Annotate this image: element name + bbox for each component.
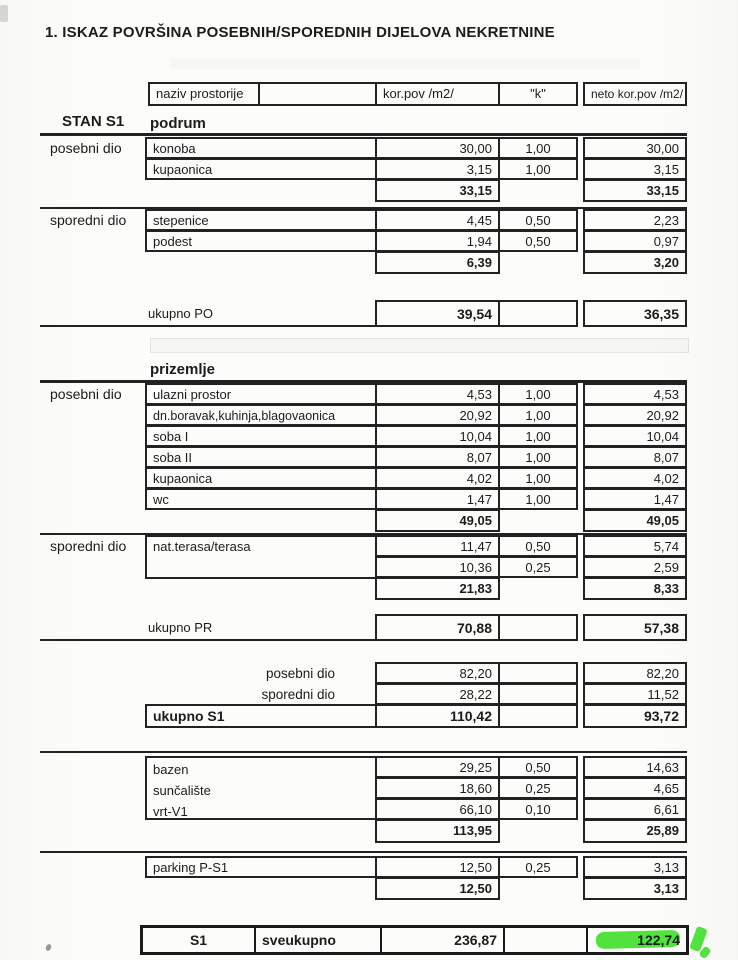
grand-total-neto-value: 122,74 <box>637 932 680 948</box>
kor-pov-cell: 1,47 <box>375 488 500 510</box>
k-coeff-cell: 0,10 <box>498 798 578 820</box>
section-divider-line <box>40 133 687 136</box>
kor-pov-cell: 12,50 <box>375 856 500 878</box>
grand-total-label-cell: sveukupno <box>254 928 380 952</box>
ukupno-po-kor-cell: 39,54 <box>375 300 500 327</box>
group-label-sporedni-dio: sporedni dio <box>50 538 127 554</box>
group-label-posebni-dio: posebni dio <box>50 140 122 156</box>
k-coeff-cell: 1,00 <box>498 467 578 489</box>
subtotal-kor-cell: 21,83 <box>375 577 500 600</box>
neto-cell: 3,13 <box>583 856 687 878</box>
stan-label: STAN S1 <box>62 113 125 130</box>
k-coeff-cell: 0,25 <box>498 856 578 878</box>
room-name-line: vrt-V1 <box>153 804 188 819</box>
room-name-cell: kupaonica <box>145 158 377 180</box>
grand-total-unit-cell: S1 <box>189 932 208 948</box>
k-coeff-cell: 0,50 <box>498 535 578 557</box>
kor-pov-cell: 20,92 <box>375 404 500 426</box>
room-name-line: sunčalište <box>153 783 211 798</box>
ukupno-po-neto-cell: 36,35 <box>583 300 687 327</box>
k-coeff-cell: 0,50 <box>498 230 578 252</box>
subtotal-neto-cell: 3,20 <box>583 251 687 274</box>
k-coeff-cell: 0,25 <box>498 777 578 799</box>
neto-cell: 14,63 <box>583 756 687 778</box>
subtotal-kor-cell: 113,95 <box>375 819 500 843</box>
scan-bleedthrough <box>170 58 640 69</box>
summary-neto-cell: 11,52 <box>583 683 687 705</box>
neto-cell: 4,65 <box>583 777 687 799</box>
ukupno-s1-neto-cell: 93,72 <box>583 704 687 728</box>
neto-cell: 8,07 <box>583 446 687 468</box>
k-coeff-cell: 0,50 <box>498 756 578 778</box>
subtotal-neto-cell: 33,15 <box>583 179 687 202</box>
neto-cell: 4,53 <box>583 383 687 405</box>
subtotal-neto-cell: 8,33 <box>583 577 687 600</box>
floor-label-podrum: podrum <box>150 115 206 132</box>
ukupno-pr-label: ukupno PR <box>148 620 213 635</box>
subtotal-neto-cell: 49,05 <box>583 509 687 532</box>
k-coeff-cell: 1,00 <box>498 158 578 180</box>
room-name-cell: ulazni prostor <box>145 383 377 405</box>
kor-pov-cell: 30,00 <box>375 137 500 159</box>
subtotal-kor-cell: 49,05 <box>375 509 500 532</box>
ukupno-s1-label-cell: ukupno S1 <box>145 704 377 728</box>
k-coeff-cell: 1,00 <box>498 425 578 447</box>
header-kor-pov: kor.pov /m2/ <box>375 82 500 106</box>
ukupno-underline <box>40 325 377 327</box>
summary-k-cell <box>498 683 578 705</box>
grand-total-k-cell <box>503 928 586 952</box>
k-coeff-cell: 1,00 <box>498 137 578 159</box>
kor-pov-cell: 4,53 <box>375 383 500 405</box>
k-coeff-cell: 1,00 <box>498 446 578 468</box>
room-name-cell: podest <box>145 230 377 252</box>
neto-cell: 3,15 <box>583 158 687 180</box>
room-name-cell: kupaonica <box>145 467 377 489</box>
grand-total-row <box>140 925 689 955</box>
room-name-cell: soba I <box>145 425 377 447</box>
room-name-line: bazen <box>153 762 189 777</box>
k-coeff-cell: 1,00 <box>498 488 578 510</box>
summary-k-cell <box>498 662 578 684</box>
ukupno-po-label: ukupno PO <box>148 306 214 321</box>
scan-bleedthrough-row <box>150 338 689 353</box>
room-name-multicell <box>145 756 377 820</box>
kor-pov-cell: 1,94 <box>375 230 500 252</box>
kor-pov-cell: 10,36 <box>375 556 500 578</box>
kor-pov-cell: 8,07 <box>375 446 500 468</box>
ukupno-po-k-cell <box>498 300 578 327</box>
grand-total-neto-cell <box>586 928 686 952</box>
room-name-cell: parking P-S1 <box>145 856 377 878</box>
group-divider-line <box>40 751 687 753</box>
k-coeff-cell: 1,00 <box>498 383 578 405</box>
neto-cell: 0,97 <box>583 230 687 252</box>
neto-cell: 1,47 <box>583 488 687 510</box>
kor-pov-cell: 10,04 <box>375 425 500 447</box>
subtotal-kor-cell: 6,39 <box>375 251 500 274</box>
header-neto-kor-pov: neto kor.pov /m2/ <box>583 82 687 106</box>
kor-pov-cell: 18,60 <box>375 777 500 799</box>
subtotal-kor-cell: 12,50 <box>375 877 500 900</box>
summary-row-label: sporedni dio <box>261 687 335 702</box>
group-label-sporedni-dio: sporedni dio <box>50 212 127 228</box>
neto-cell: 20,92 <box>583 404 687 426</box>
kor-pov-cell: 4,45 <box>375 209 500 231</box>
scan-speck <box>45 943 52 951</box>
summary-neto-cell: 82,20 <box>583 662 687 684</box>
ukupno-pr-kor-cell: 70,88 <box>375 614 500 641</box>
neto-cell: 4,02 <box>583 467 687 489</box>
k-coeff-cell: 0,50 <box>498 209 578 231</box>
neto-cell: 2,23 <box>583 209 687 231</box>
subtotal-neto-cell: 25,89 <box>583 819 687 843</box>
group-divider-line <box>40 851 687 853</box>
ukupno-underline <box>40 639 377 641</box>
ukupno-s1-k-cell <box>498 704 578 728</box>
header-naziv-prostorije: naziv prostorije <box>148 82 260 106</box>
subtotal-neto-cell: 3,13 <box>583 877 687 900</box>
room-name-cell: nat.terasa/terasa <box>145 535 377 579</box>
room-name-cell: dn.boravak,kuhinja,blagovaonica <box>145 404 377 426</box>
ukupno-s1-kor-cell: 110,42 <box>375 704 500 728</box>
kor-pov-cell: 66,10 <box>375 798 500 820</box>
ukupno-pr-k-cell <box>498 614 578 641</box>
room-name-cell: konoba <box>145 137 377 159</box>
summary-row-label: posebni dio <box>265 666 335 681</box>
room-name-cell: wc <box>145 488 377 510</box>
room-name-cell: soba II <box>145 446 377 468</box>
room-name-cell: stepenice <box>145 209 377 231</box>
subtotal-kor-cell: 33,15 <box>375 179 500 202</box>
summary-kor-cell: 82,20 <box>375 662 500 684</box>
header-empty-cell <box>258 82 377 106</box>
floor-label-prizemlje: prizemlje <box>150 361 216 378</box>
kor-pov-cell: 11,47 <box>375 535 500 557</box>
neto-cell: 30,00 <box>583 137 687 159</box>
header-k-coeff: "k" <box>498 82 578 106</box>
k-coeff-cell: 1,00 <box>498 404 578 426</box>
summary-kor-cell: 28,22 <box>375 683 500 705</box>
kor-pov-cell: 4,02 <box>375 467 500 489</box>
neto-cell: 6,61 <box>583 798 687 820</box>
grand-total-kor-cell: 236,87 <box>380 928 503 952</box>
page-title: 1. ISKAZ POVRŠINA POSEBNIH/SPOREDNIH DIJELOVA NEKRETNINE <box>45 24 555 41</box>
neto-cell: 5,74 <box>583 535 687 557</box>
neto-cell: 10,04 <box>583 425 687 447</box>
kor-pov-cell: 29,25 <box>375 756 500 778</box>
scan-smudge <box>0 5 8 22</box>
kor-pov-cell: 3,15 <box>375 158 500 180</box>
group-label-posebni-dio: posebni dio <box>50 386 122 402</box>
neto-cell: 2,59 <box>583 556 687 578</box>
ukupno-pr-neto-cell: 57,38 <box>583 614 687 641</box>
k-coeff-cell: 0,25 <box>498 556 578 578</box>
